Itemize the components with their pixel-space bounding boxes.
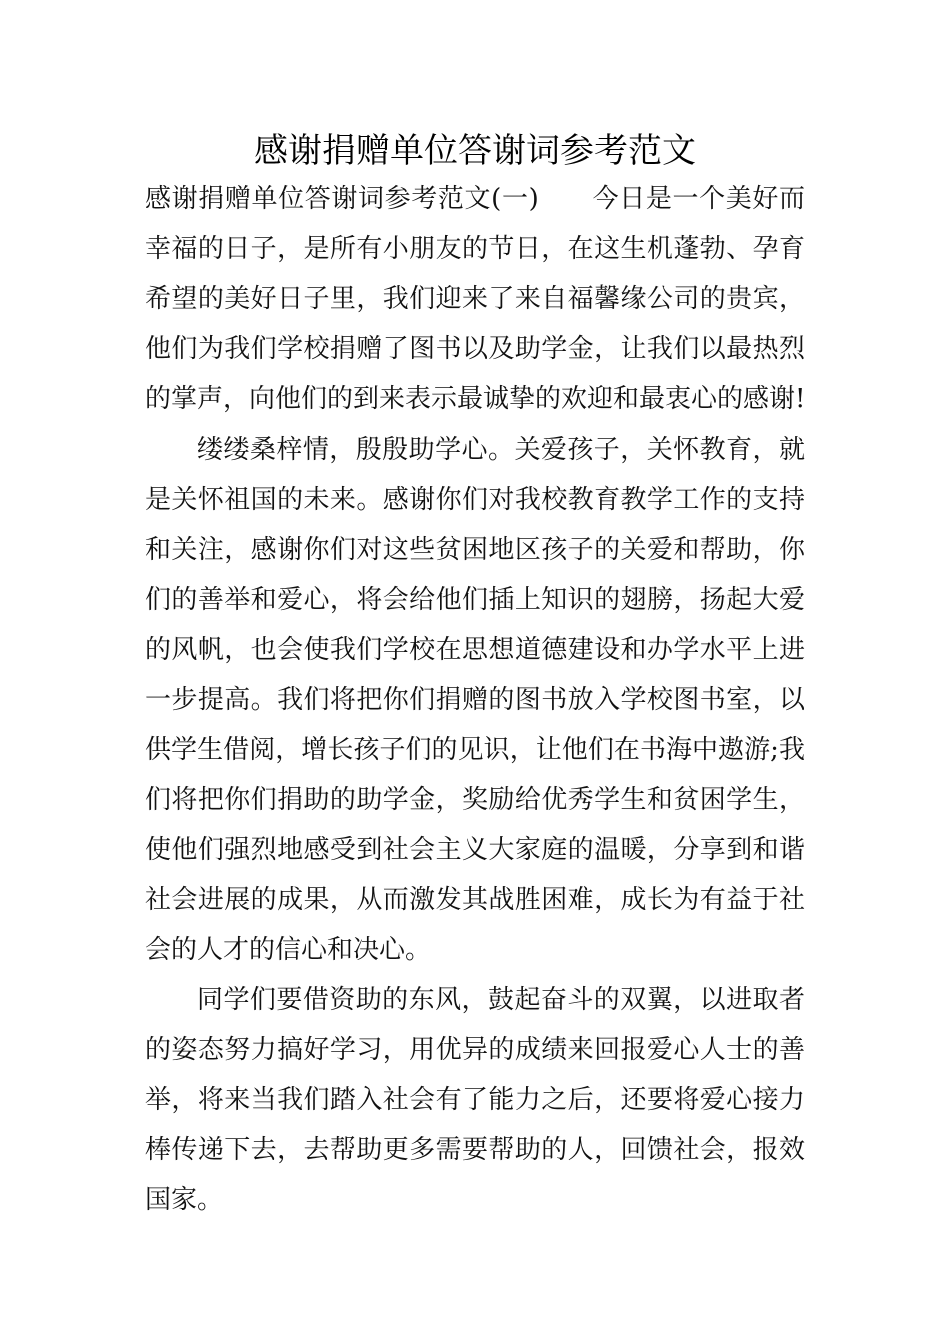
- paragraph-line: 他们为我们学校捐赠了图书以及助学金，让我们以最热烈: [145, 334, 805, 364]
- paragraph-line: 的风帆，也会使我们学校在思想道德建设和办学水平上进: [145, 635, 805, 665]
- paragraph-line: 缕缕桑梓情，殷殷助学心。关爱孩子，关怀教育，就: [197, 435, 805, 465]
- paragraph-line: 一步提高。我们将把你们捐赠的图书放入学校图书室，以: [145, 685, 805, 715]
- paragraph-line: 们的善举和爱心，将会给他们插上知识的翅膀，扬起大爱: [145, 585, 805, 615]
- paragraph-line: 举，将来当我们踏入社会有了能力之后，还要将爱心接力: [145, 1085, 805, 1115]
- document-title: 感谢捐赠单位答谢词参考范文: [254, 131, 696, 171]
- paragraph-line: 希望的美好日子里，我们迎来了来自福馨缘公司的贵宾，: [145, 284, 805, 314]
- paragraph-line: 使他们强烈地感受到社会主义大家庭的温暖，分享到和谐: [145, 835, 805, 865]
- paragraph-line: 和关注，感谢你们对这些贫困地区孩子的关爱和帮助，你: [145, 535, 805, 565]
- paragraph-line: 社会进展的成果，从而激发其战胜困难，成长为有益于社: [145, 885, 805, 915]
- paragraph-line: 感谢捐赠单位答谢词参考范文(一) 今日是一个美好而: [145, 184, 805, 214]
- paragraph-line: 棒传递下去，去帮助更多需要帮助的人，回馈社会，报效: [145, 1135, 805, 1165]
- paragraph-line: 国家。: [145, 1185, 224, 1215]
- paragraph-line: 们将把你们捐助的助学金，奖励给优秀学生和贫困学生，: [145, 785, 805, 815]
- paragraph-line: 供学生借阅，增长孩子们的见识，让他们在书海中遨游;我: [145, 735, 805, 765]
- paragraph-line: 是关怀祖国的未来。感谢你们对我校教育教学工作的支持: [145, 485, 805, 515]
- paragraph-line: 同学们要借资助的东风，鼓起奋斗的双翼，以进取者: [197, 985, 805, 1015]
- paragraph-line: 幸福的日子，是所有小朋友的节日，在这生机蓬勃、孕育: [145, 234, 805, 264]
- paragraph-line: 的姿态努力搞好学习，用优异的成绩来回报爱心人士的善: [145, 1035, 805, 1065]
- paragraph-line: 会的人才的信心和决心。: [145, 935, 432, 965]
- paragraph-line: 的掌声，向他们的到来表示最诚挚的欢迎和最衷心的感谢!: [145, 384, 806, 414]
